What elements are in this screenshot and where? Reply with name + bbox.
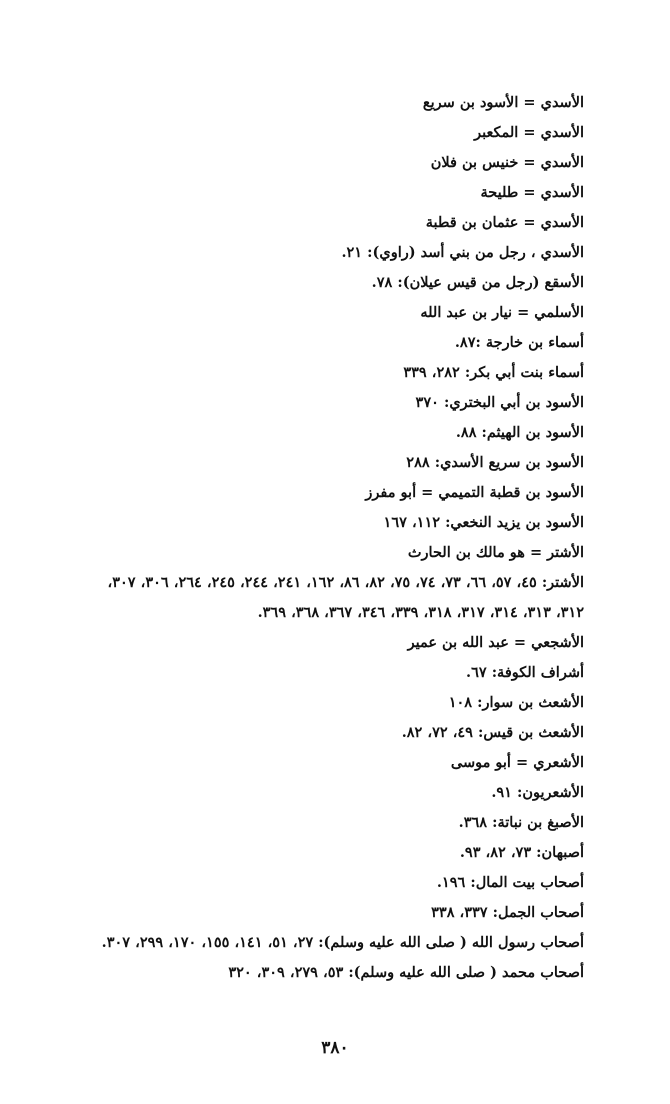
index-entry: أسماء بنت أبي بكر: ٢٨٢، ٣٣٩ <box>403 364 584 381</box>
index-entry: الأسود بن يزيد النخعي: ١١٢، ١٦٧ <box>383 514 584 531</box>
page-number: ٣٨٠ <box>321 1038 349 1058</box>
index-entry: الأسود بن الهيثم: ٨٨. <box>455 424 584 441</box>
index-entry: الأسدي ، رجل من بني أسد (راوي): ٢١. <box>341 244 584 261</box>
index-entry: الأصبغ بن نباتة: ٣٦٨. <box>458 814 584 831</box>
index-entry: الأسلمي = نيار بن عبد الله <box>420 304 584 321</box>
index-entry: أصبهان: ٧٣، ٨٢، ٩٣. <box>459 844 584 861</box>
index-entry: الأسدي = المكعبر <box>474 124 584 141</box>
index-entry: أشراف الكوفة: ٦٧. <box>466 664 584 681</box>
index-entry: الأسدي = عثمان بن قطبة <box>425 214 584 231</box>
index-entry: الأشتر: ٤٥، ٥٧، ٦٦، ٧٣، ٧٤، ٧٥، ٨٢، ٨٦، ١٦٢، ٢٤١، ٢٤٤، ٢٤٥، ٢٦٤، ٣٠٦، ٣٠٧، <box>107 574 584 591</box>
index-entry: الأشعري = أبو موسى <box>450 754 584 771</box>
index-entry-continuation: ٣١٢، ٣١٣، ٣١٤، ٣١٧، ٣١٨، ٣٣٩، ٣٤٦، ٣٦٧، ٣٦٨، ٣٦٩. <box>257 604 584 621</box>
index-entry: الأشعث بن سوار: ١٠٨ <box>448 694 584 711</box>
index-entry: الأشتر = هو مالك بن الحارث <box>407 544 584 561</box>
index-entry: أسماء بن خارجة :٨٧. <box>454 334 584 351</box>
index-entry: أصحاب بيت المال: ١٩٦. <box>436 874 584 891</box>
index-entry: الأسقع (رجل من قيس عيلان): ٧٨. <box>371 274 584 291</box>
index-entry: الأسود بن قطبة التميمي = أبو مفرز <box>365 484 584 501</box>
index-entry: الأشعريون: ٩١. <box>491 784 584 801</box>
index-entry: الأسود بن سريع الأسدي: ٢٨٨ <box>406 454 584 471</box>
index-entry: الأسدي = خنيس بن فلان <box>430 154 584 171</box>
index-entry: الأشعث بن قيس: ٤٩، ٧٢، ٨٢. <box>401 724 584 741</box>
index-entry: أصحاب الجمل: ٣٣٧، ٣٣٨ <box>431 904 584 921</box>
index-entry: الأسود بن أبي البختري: ٣٧٠ <box>415 394 584 411</box>
index-list <box>18 88 584 988</box>
index-entry: الأسدي = الأسود بن سريع <box>422 94 584 111</box>
index-entry: أصحاب رسول الله ( صلى الله عليه وسلم): ٢٧، ٥١، ١٤١، ١٥٥، ١٧٠، ٢٩٩، ٣٠٧. <box>101 934 584 951</box>
index-entry: الأسدي = طليحة <box>480 184 584 201</box>
index-entry: أصحاب محمد ( صلى الله عليه وسلم): ٥٣، ٢٧٩، ٣٠٩، ٣٢٠ <box>228 964 584 981</box>
index-entry: الأشجعي = عبد الله بن عمير <box>407 634 584 651</box>
